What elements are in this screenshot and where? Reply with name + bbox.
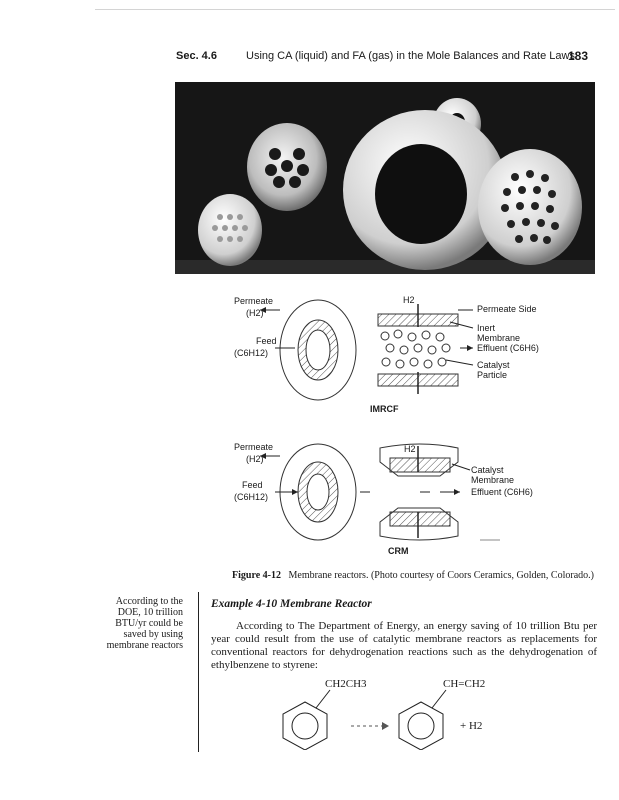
margin-note-line: membrane reactors xyxy=(106,640,183,651)
crm-name: CRM xyxy=(388,546,409,556)
imrcf-feed-label: Feed xyxy=(256,336,277,346)
running-title: Using CA (liquid) and FA (gas) in the Mole Balances and Rate Laws xyxy=(246,50,575,62)
page-header xyxy=(176,50,596,66)
imrcf-diagram xyxy=(220,292,540,412)
imrcf-catalyst-particle-label: Catalyst Particle xyxy=(477,360,510,380)
reaction-scheme xyxy=(255,672,555,750)
figure-caption-text: Membrane reactors. (Photo courtesy of Coors Ceramics, Golden, Colorado.) xyxy=(288,570,594,581)
margin-note xyxy=(97,596,183,651)
section-number: Sec. 4.6 xyxy=(176,50,217,62)
margin-note-line: BTU/yr could be xyxy=(115,618,183,629)
imrcf-feed-species: (C6H12) xyxy=(234,348,269,358)
crm-feed-species: (C6H12) xyxy=(234,492,269,502)
reactant-group: CH2CH3 xyxy=(325,678,367,690)
top-rule xyxy=(95,9,615,10)
crm-permeate-label: Permeate xyxy=(234,442,274,452)
example-paragraph: According to The Department of Energy, an energy saving of 10 trillion Btu per year could result from the use of catalytic membrane reactors as replacements for conventional reactors for dehydrogenation reactions such as the dehydrogenation of ethylbenzene to styrene: xyxy=(211,620,597,671)
imrcf-permeate-side-label: Permeate Side xyxy=(477,304,537,314)
imrcf-effluent-label: Effluent (C6H6) xyxy=(477,343,539,353)
margin-note-line: saved by using xyxy=(123,629,183,640)
margin-rule xyxy=(198,592,199,752)
figure-label: Figure 4-12 xyxy=(232,570,281,581)
crm-effluent-label: Effluent (C6H6) xyxy=(471,487,533,497)
crm-h2-label: H2 xyxy=(404,444,416,454)
crm-catalyst-membrane-label: Catalyst Membrane xyxy=(471,465,515,485)
page-number: 183 xyxy=(567,49,588,63)
reaction-structures xyxy=(255,672,555,750)
product-group: CH=CH2 xyxy=(443,678,486,690)
margin-note-line: According to the xyxy=(115,596,183,607)
crm-permeate-species: (H2) xyxy=(246,454,264,464)
figure-caption xyxy=(232,570,594,581)
imrcf-name: IMRCF xyxy=(370,404,399,414)
membrane-reactors-photo xyxy=(175,82,595,274)
imrcf-h2-label: H2 xyxy=(403,295,415,305)
crm-diagram xyxy=(220,436,540,556)
example-heading: Example 4-10 Membrane Reactor xyxy=(211,598,372,610)
imrcf-permeate-label: Permeate xyxy=(234,296,274,306)
imrcf-inert-membrane-label: Inert Membrane xyxy=(477,323,521,343)
imrcf-permeate-species: (H2) xyxy=(246,308,264,318)
crm-feed-label: Feed xyxy=(242,480,263,490)
byproduct: + H2 xyxy=(460,720,483,732)
margin-note-line: DOE, 10 trillion xyxy=(117,607,183,618)
